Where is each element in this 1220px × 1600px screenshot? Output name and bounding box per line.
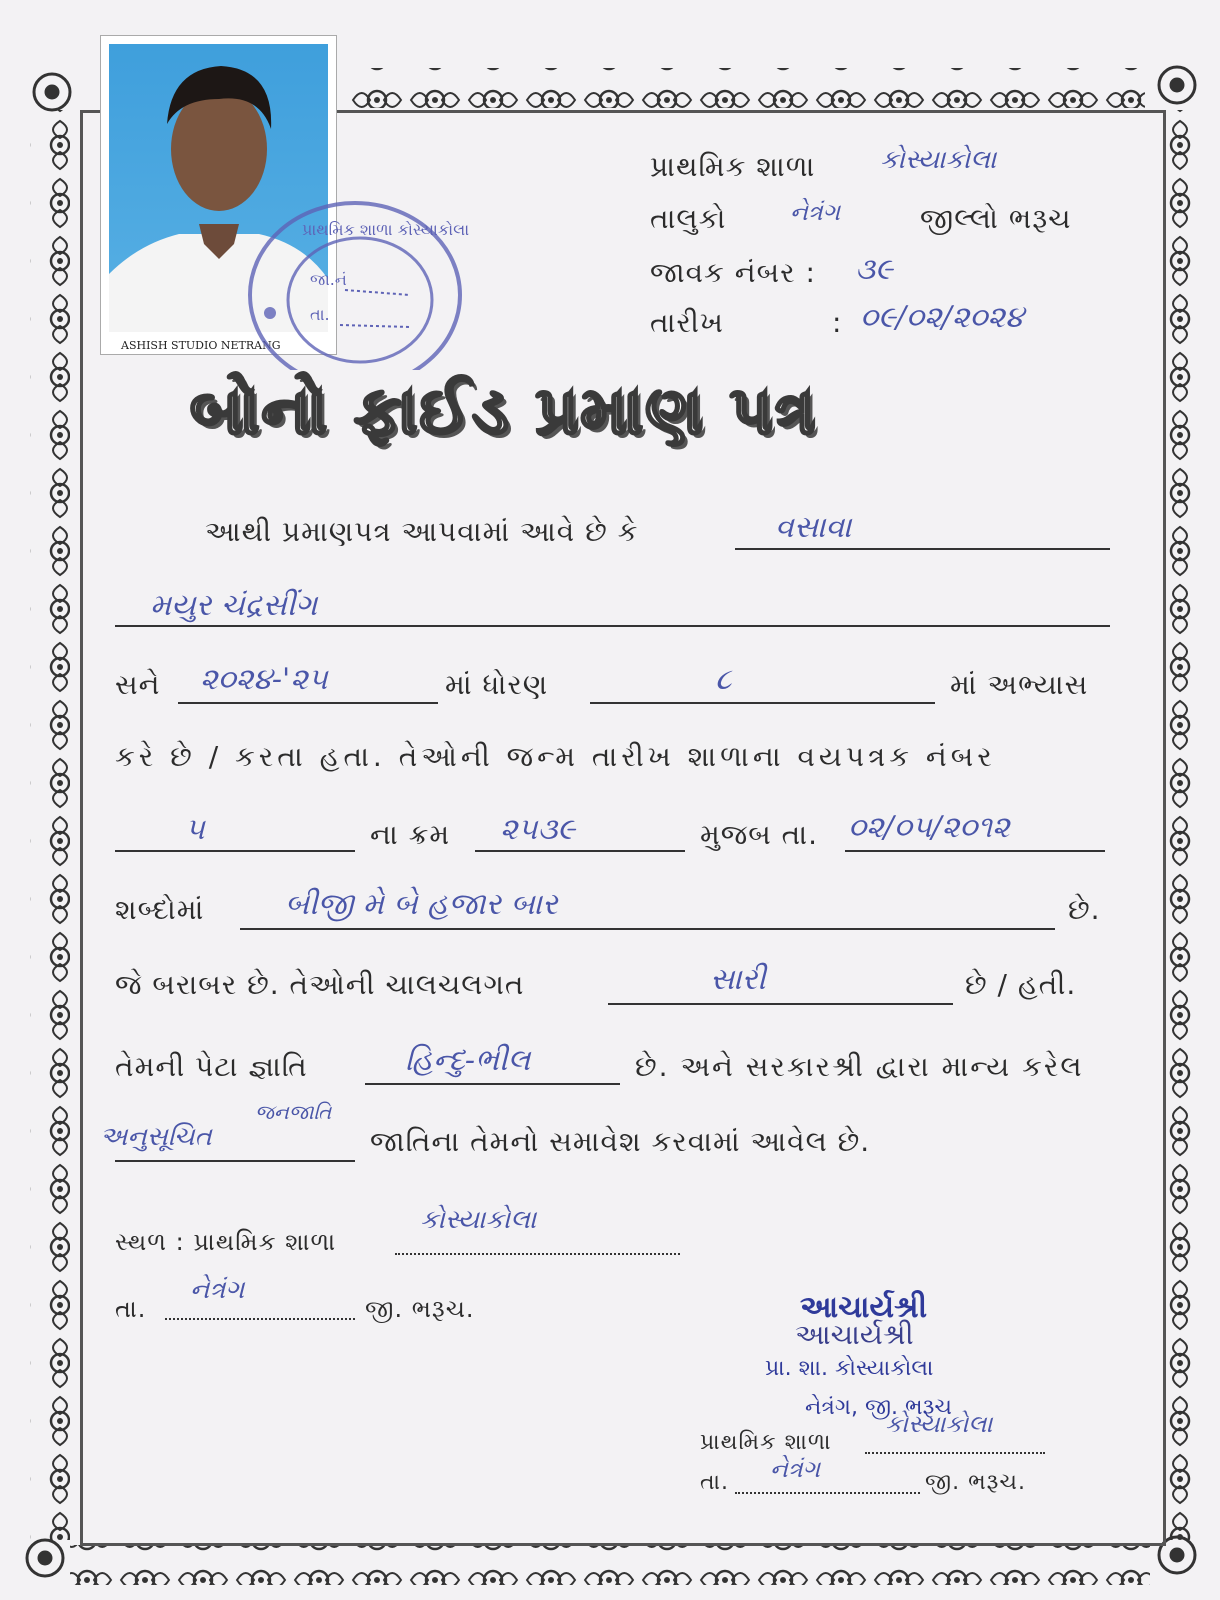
surname-value: વસાવા bbox=[775, 510, 852, 545]
words-label: શબ્દોમાં bbox=[115, 893, 205, 926]
study-label: માં અભ્યાસ bbox=[950, 668, 1089, 701]
sig-school-label: પ્રાથમિક શાળા bbox=[700, 1430, 832, 1455]
serial-value: ૨૫૩૯ bbox=[500, 812, 576, 847]
category-value-b: જનજાતિ bbox=[255, 1100, 332, 1124]
sig-school-dots bbox=[865, 1452, 1045, 1454]
dob-value: ૦૨/૦૫/૨૦૧૨ bbox=[848, 810, 1010, 845]
register-line bbox=[115, 850, 355, 852]
year-value: ૨૦૨૪-'૨૫ bbox=[200, 662, 328, 697]
dob-words-value: બીજી મે બે હજાર બાર bbox=[285, 887, 558, 922]
school-stamp bbox=[240, 195, 470, 370]
std-label: માં ધોરણ bbox=[445, 668, 549, 701]
body-line-9: જાતિના તેમનો સમાવેશ કરવામાં આવેલ છે. bbox=[370, 1125, 871, 1158]
header-date-value: ૦૯/૦૨/૨૦૨૪ bbox=[860, 300, 1024, 335]
serial-label: ના ક્રમ bbox=[370, 818, 451, 851]
category-value-a: અનુસૂચિત bbox=[100, 1122, 212, 1152]
header-school-label: પ્રાથમિક શાળા bbox=[650, 150, 816, 183]
conduct-line bbox=[608, 1003, 953, 1005]
register-no-value: ૫ bbox=[185, 812, 205, 847]
name-line bbox=[115, 625, 1110, 627]
body-line-4: કરે છે / કરતા હતા. તેઓની જન્મ તારીખ શાળાના વયપત્રક નંબર bbox=[115, 740, 996, 773]
header-taluka-label: તાલુકો bbox=[650, 202, 727, 235]
year-label: સને bbox=[115, 668, 161, 701]
header-outward-label: જાવક નંબર : bbox=[650, 256, 816, 289]
subcaste-line bbox=[365, 1083, 620, 1085]
sig-ta-dots bbox=[735, 1492, 920, 1494]
per-date-label: મુજબ તા. bbox=[700, 818, 818, 851]
subcaste-value: હિન્દુ-ભીલ bbox=[405, 1043, 531, 1078]
body-line-8-end: છે. અને સરકારશ્રી દ્વારા માન્ય કરેલ bbox=[635, 1050, 1084, 1083]
conduct-label: જે બરાબર છે. તેઓની ચાલચલગત bbox=[115, 968, 525, 1001]
place-label: સ્થળ : પ્રાથમિક શાળા bbox=[115, 1228, 337, 1256]
header-district: જીલ્લો ભરૂચ bbox=[920, 202, 1072, 235]
footer-ta-dots bbox=[165, 1318, 355, 1320]
sig-ta-label: તા. bbox=[700, 1470, 729, 1495]
std-value: ૮ bbox=[715, 662, 732, 697]
dob-words-line bbox=[240, 928, 1055, 930]
serial-line bbox=[475, 850, 685, 852]
footer-ta-label: તા. bbox=[115, 1295, 147, 1323]
name-value: મયુર ચંદ્રસીંગ bbox=[150, 588, 318, 623]
footer-ta-value: નેત્રંગ bbox=[190, 1275, 245, 1305]
footer-dist-label: જી. ભરૂચ. bbox=[365, 1295, 475, 1323]
sig-title-1: આચાર્યશ્રી bbox=[800, 1290, 928, 1325]
subcaste-label: તેમની પેટા જ્ઞાતિ bbox=[115, 1050, 308, 1083]
conduct-value: સારી bbox=[710, 962, 766, 997]
year-line bbox=[178, 702, 438, 704]
sig-title-2: આચાર્યશ્રી bbox=[795, 1318, 914, 1351]
header-date-label: તારીખ bbox=[650, 306, 724, 339]
sig-dist-label: જી. ભરૂચ. bbox=[925, 1470, 1026, 1495]
header-date-colon: : bbox=[832, 306, 843, 339]
category-line bbox=[115, 1160, 355, 1162]
header-outward-value: ૩૯ bbox=[855, 252, 893, 287]
conduct-end: છે / હતી. bbox=[965, 968, 1077, 1001]
stamp-ring-text: પ્રાથમિક શાળા કોસ્યાકોલા bbox=[302, 220, 470, 239]
sig-line-4: નેત્રંગ, જી. ભરૂચ bbox=[805, 1395, 952, 1420]
sig-school-value: કોસ્યાકોલા bbox=[885, 1410, 993, 1438]
stamp-date-label: તા. bbox=[310, 305, 330, 324]
sig-ta-value: નેત્રંગ bbox=[770, 1455, 821, 1483]
surname-line bbox=[735, 548, 1110, 550]
place-dots bbox=[395, 1253, 680, 1255]
place-value: કોસ્યાકોલા bbox=[420, 1205, 537, 1235]
std-line bbox=[590, 702, 935, 704]
header-taluka-value: નેત્રંગ bbox=[790, 198, 841, 226]
sig-line-3: પ્રા. શા. કોસ્યાકોલા bbox=[765, 1356, 934, 1381]
words-end: છે. bbox=[1068, 893, 1101, 926]
stamp-no-label: જા.નં bbox=[310, 270, 347, 289]
certificate-title: બોનો ફાઈડ પ્રમાણ પત્ર bbox=[190, 372, 818, 449]
dob-line bbox=[845, 850, 1105, 852]
studio-name: ASHISH STUDIO NETRANG bbox=[121, 339, 281, 352]
body-intro-text: આથી પ્રમાણપત્ર આપવામાં આવે છે કે bbox=[205, 515, 639, 548]
header-school-value: કોસ્યાકોલા bbox=[880, 145, 997, 175]
